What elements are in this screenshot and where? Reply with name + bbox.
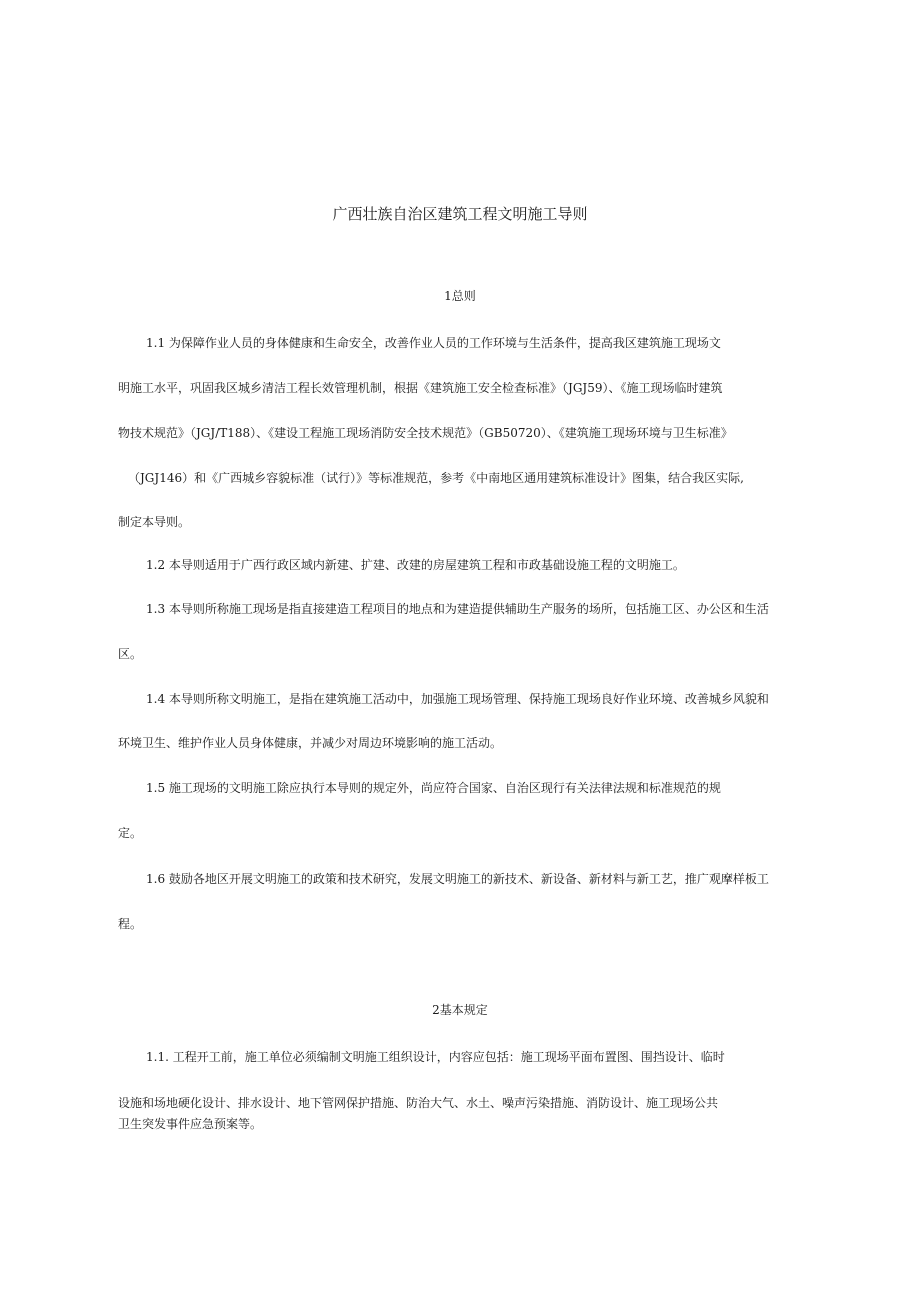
paragraph-line: 1.2 本导则适用于广西行政区域内新建、扩建、改建的房屋建筑工程和市政基础设施工程的文明施工。 <box>146 558 685 572</box>
paragraph-line: （JGJ146）和《广西城乡容貌标准（试行）》等标准规范，参考《中南地区通用建筑标准设计》图集，结合我区实际, <box>128 471 744 485</box>
paragraph-line: 明施工水平，巩固我区城乡清洁工程长效管理机制，根据《建筑施工安全检查标准》（JGJ59）、《施工现场临时建筑 <box>118 381 723 395</box>
paragraph-line: 1.1 为保障作业人员的身体健康和生命安全，改善作业人员的工作环境与生活条件，提高我区建筑施工现场文 <box>146 336 721 350</box>
paragraph-line: 设施和场地硬化设计、排水设计、地下管网保护措施、防治大气、水土、噪声污染措施、消防设计、施工现场公共 <box>118 1096 719 1110</box>
paragraph-line: 物技术规范》（JGJ/T188）、《建设工程施工现场消防安全技术规范》（GB50720）、《建筑施工现场环境与卫生标准》 <box>118 426 733 440</box>
paragraph-line: 1.6 鼓励各地区开展文明施工的政策和技术研究，发展文明施工的新技术、新设备、新材料与新工艺，推广观摩样板工 <box>146 872 769 886</box>
paragraph-line: 制定本导则。 <box>118 515 191 529</box>
paragraph-line: 卫生突发事件应急预案等。 <box>118 1117 263 1131</box>
document-title: 广西壮族自治区建筑工程文明施工导则 <box>332 205 588 223</box>
section-heading-basic-rules: 2基本规定 <box>432 1003 488 1017</box>
paragraph-line: 1.4 本导则所称文明施工，是指在建筑施工活动中，加强施工现场管理、保持施工现场良好作业环境、改善城乡风貌和 <box>146 692 769 706</box>
paragraph-line: 程。 <box>118 917 143 931</box>
paragraph-line: 1.5 施工现场的文明施工除应执行本导则的规定外，尚应符合国家、自治区现行有关法律法规和标准规范的规 <box>146 781 721 795</box>
section-heading-general: 1总则 <box>444 289 476 303</box>
paragraph-line: 1.1. 工程开工前，施工单位必须编制文明施工组织设计，内容应包括：施工现场平面布置图、围挡设计、临时 <box>146 1050 725 1064</box>
paragraph-line: 环境卫生、维护作业人员身体健康，并减少对周边环境影响的施工活动。 <box>118 736 503 750</box>
paragraph-line: 区。 <box>118 647 143 661</box>
paragraph-line: 定。 <box>118 826 143 840</box>
paragraph-line: 1.3 本导则所称施工现场是指直接建造工程项目的地点和为建造提供辅助生产服务的场所，包括施工区、办公区和生活 <box>146 602 769 616</box>
